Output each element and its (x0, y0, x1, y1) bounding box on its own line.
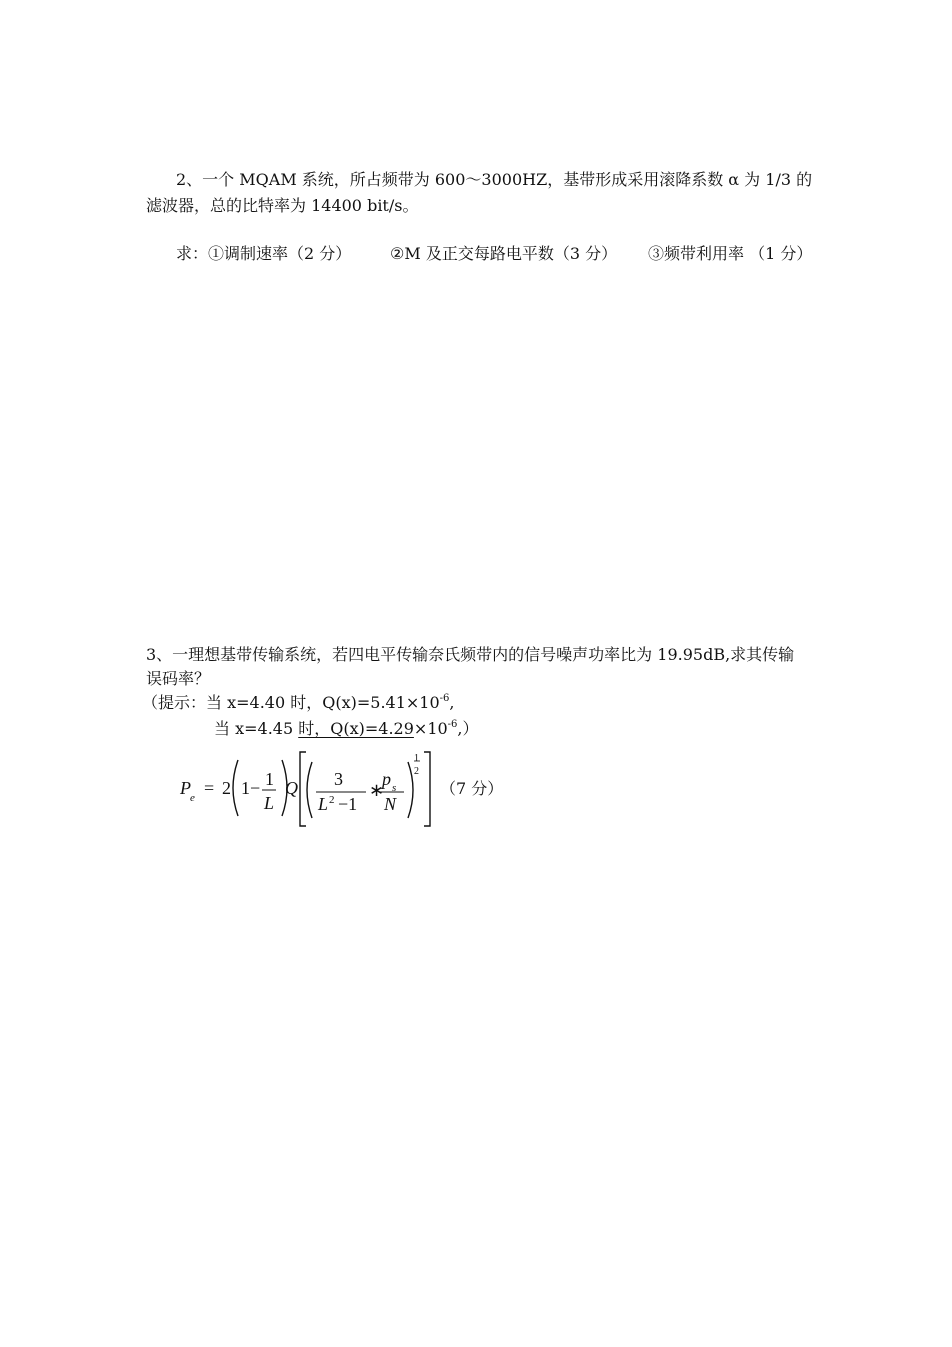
hint1-exp: -6 (439, 693, 450, 704)
hint2-suffix: ,） (457, 719, 479, 738)
formula-minus: − (250, 778, 261, 798)
hint1-suffix: , (449, 693, 455, 712)
error-rate-formula (178, 748, 448, 832)
q2-ask (176, 244, 351, 264)
formula-L: L (264, 793, 275, 813)
formula-num-1: 1 (265, 769, 274, 789)
q3-line2: 误码率？ (146, 669, 211, 688)
q3-line1: 3、一理想基带传输系统，若四电平传输奈氏频带内的信号噪声功率比为 19.95dB,求其传输 (146, 645, 795, 664)
formula-exp-den: 2 (414, 766, 419, 777)
q2-part-3: ③频带利用率 （1 分） (648, 244, 813, 263)
formula-minus-one: −1 (338, 794, 358, 814)
formula-three: 3 (334, 769, 343, 789)
q2-part-1: ①调制速率（2 分） (208, 244, 352, 263)
formula-square: 2 (329, 794, 335, 806)
formula-L-squared: L (318, 794, 329, 814)
formula-brackets (178, 748, 448, 832)
formula-Q: Q (285, 778, 298, 798)
formula-P: P (180, 778, 191, 798)
hint2-exp: -6 (447, 719, 458, 730)
q2-part-2: ②M 及正交每路电平数（3 分） (390, 244, 618, 263)
hint2-underlined: 时，Q(x)=4.29 (298, 719, 414, 738)
q3-hint-2 (214, 719, 479, 739)
formula-p: p (382, 769, 391, 789)
q2-line2: 滤波器，总的比特率为 14400 bit/s。 (146, 196, 419, 215)
formula-N: N (384, 794, 397, 814)
q2-ask-prefix: 求： (176, 244, 209, 263)
hint2-mid: ×10 (413, 719, 448, 738)
hint1-text: （提示：当 x=4.40 时，Q(x)=5.41×10 (142, 693, 440, 712)
formula-exp-num: 1 (414, 753, 419, 764)
q3-hint-1 (142, 693, 455, 713)
formula-two: 2 (222, 778, 231, 798)
formula-e: e (190, 792, 195, 804)
formula-s: s (392, 782, 397, 794)
formula-one: 1 (241, 778, 250, 798)
formula-times: ∗ (369, 780, 385, 800)
q2-line1: 2、一个 MQAM 系统，所占频带为 600～3000HZ，基带形成采用滚降系数 α 为 1/3 的 (176, 170, 813, 189)
formula-equals: = (204, 778, 215, 798)
q3-points: （7 分） (440, 779, 504, 798)
hint2-text: 当 x=4.45 (214, 719, 299, 738)
